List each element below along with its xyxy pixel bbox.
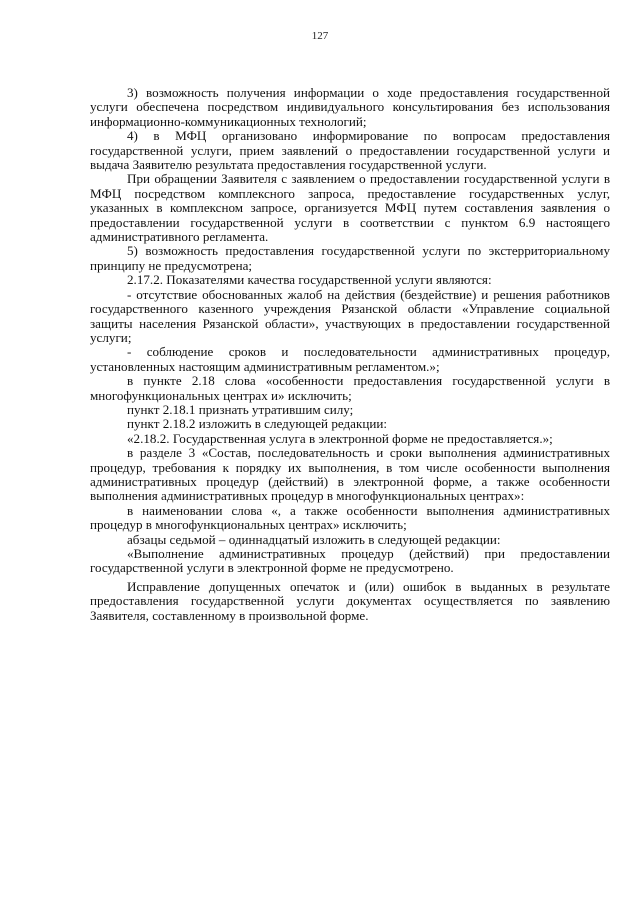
- paragraph: абзацы седьмой – одиннадцатый изложить в следующей редакции:: [127, 531, 501, 547]
- paragraph: 3) возможность получения информации о ходе предоставления государственной услуги обеспечена посредством индивидуального консультирования без использования информационно-коммуникационных технологий;: [90, 85, 610, 129]
- paragraph: в разделе 3 «Состав, последовательность и сроки выполнения административных процедур, требования к порядку их выполнения, в том числе особенности выполнения административных процедур (действий) в электронной форме, а также особенности выполнения административных процедур в многофункциональных центрах»:: [90, 445, 610, 504]
- paragraph: пункт 2.18.1 признать утратившим силу;: [127, 401, 354, 417]
- paragraph: 4) в МФЦ организовано информирование по вопросам предоставления государственной услуги, прием заявлений о предоставлении государственной услуги и выдача Заявителю результата предоставления государственной услуги.: [90, 128, 610, 173]
- paragraph: 5) возможность предоставления государственной услуги по экстерриториальному принципу не предусмотрена;: [90, 243, 610, 273]
- paragraph: - соблюдение сроков и последовательности административных процедур, установленных настоящим административным регламентом.»;: [90, 344, 610, 374]
- paragraph: - отсутствие обоснованных жалоб на действия (бездействие) и решения работников государственного казенного учреждения Рязанской области «Управление социальной защиты населения Рязанской области», участвующих в предоставлении государственной услуги;: [90, 286, 610, 345]
- paragraph: Исправление допущенных опечаток и (или) ошибок в выданных в результате предоставления государственной услуги документах осуществляется по заявлению Заявителя, составленному в произвольной форме.: [90, 578, 610, 623]
- page-number: 127: [311, 30, 329, 42]
- paragraph: 2.17.2. Показателями качества государственной услуги являются:: [127, 272, 492, 288]
- paragraph: пункт 2.18.2 изложить в следующей редакции:: [127, 416, 387, 432]
- paragraph: «Выполнение административных процедур (действий) при предоставлении государственной услуги в электронной форме не предусмотрено.: [90, 546, 610, 576]
- document-body: [90, 86, 610, 623]
- paragraph: в пункте 2.18 слова «особенности предоставления государственной услуги в многофункциональных центрах и» исключить;: [90, 373, 610, 403]
- paragraph: При обращении Заявителя с заявлением о предоставлении государственной услуги в МФЦ посредством комплексного запроса, предоставление государственных услуг, указанных в комплексном запросе, организуется МФЦ путем составления заявления о предоставлении государственной услуги в соответствии с пунктом 6.9 настоящего административного регламента.: [90, 171, 610, 245]
- paragraph: «2.18.2. Государственная услуга в электронной форме не предоставляется.»;: [127, 430, 553, 446]
- paragraph: в наименовании слова «, а также особенности выполнения административных процедур в многофункциональных центрах» исключить;: [90, 502, 610, 533]
